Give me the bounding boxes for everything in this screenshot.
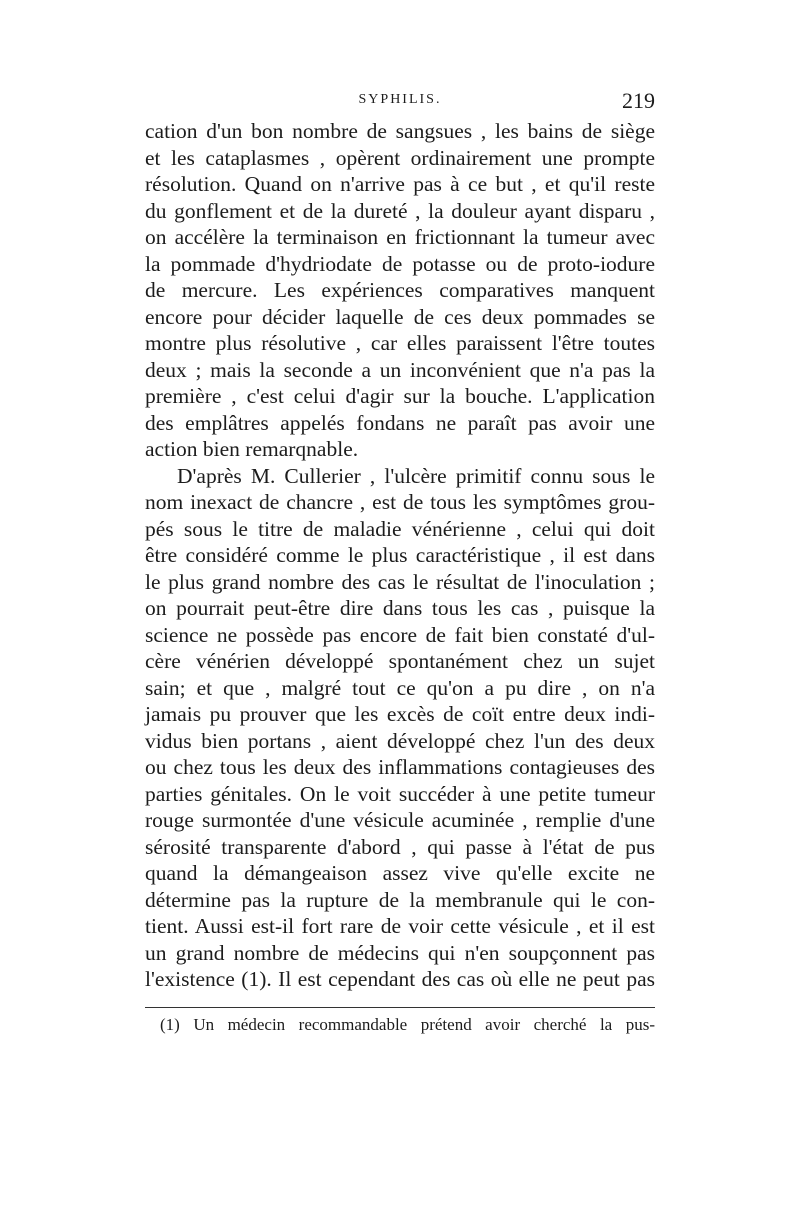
text-line: du gonflement et de la dureté , la douleur ayant disparu , <box>145 198 655 223</box>
text-line: jamais pu prouver que les excès de coït entre deux indi- <box>145 702 655 726</box>
text-line: cation d'un bon nombre de sangsues , les bains de siège <box>145 119 655 143</box>
text-line: le plus grand nombre des cas le résultat de l'inoculation ; <box>145 569 655 594</box>
text-line: tient. Aussi est-il fort rare de voir cette vésicule , et il est <box>145 914 655 938</box>
text-line: résolution. Quand on n'arrive pas à ce but , et qu'il reste <box>145 172 655 196</box>
body-text <box>145 118 655 993</box>
text-line: vidus bien portans , aient développé chez l'un des deux <box>145 728 655 753</box>
text-line: sain; et que , malgré tout ce qu'on a pu dire , on n'a <box>145 675 655 700</box>
footnote-divider <box>145 1007 655 1008</box>
paragraph-first-line: D'après M. Cullerier , l'ulcère primitif connu sous le <box>177 463 655 488</box>
text-line: quand la démangeaison assez vive qu'elle excite ne <box>145 861 655 885</box>
text-line: science ne possède pas encore de fait bien constaté d'ul- <box>145 622 655 647</box>
text-line: on pourrait peut-être dire dans tous les cas , puisque la <box>145 596 655 620</box>
running-title: SYPHILIS. <box>358 92 442 107</box>
text-line: des emplâtres appelés fondans ne paraît pas avoir une <box>145 410 655 435</box>
text-line: sérosité transparente d'abord , qui passe à l'état de pus <box>145 834 655 859</box>
text-line: première , c'est celui d'agir sur la bouche. L'application <box>145 384 655 408</box>
text-line: nom inexact de chancre , est de tous les symptômes grou- <box>145 490 655 514</box>
text-line: un grand nombre de médecins qui n'en soupçonnent pas <box>145 940 655 965</box>
text-line: de mercure. Les expériences comparatives manquent <box>145 278 655 302</box>
text-line: on accélère la terminaison en frictionnant la tumeur avec <box>145 225 655 249</box>
paragraph-last-line: action bien remarqnable. <box>145 437 359 461</box>
text-line: deux ; mais la seconde a un inconvénient que n'a pas la <box>145 357 655 382</box>
text-line: et les cataplasmes , opèrent ordinairement une prompte <box>145 145 655 170</box>
text-line: détermine pas la rupture de la membranule qui le con- <box>145 887 655 912</box>
text-line: encore pour décider laquelle de ces deux pommades se <box>145 304 655 329</box>
text-line: pés sous le titre de maladie vénérienne , celui qui doit <box>145 516 655 541</box>
text-line: l'existence (1). Il est cependant des cas où elle ne peut pas <box>145 967 655 991</box>
text-line: parties génitales. On le voit succéder à une petite tumeur <box>145 781 655 806</box>
page-number: 219 <box>622 88 655 113</box>
footnote: (1) Un médecin recommandable prétend avoir cherché la pus- <box>160 1015 655 1034</box>
text-line: cère vénérien développé spontanément chez un sujet <box>145 649 655 673</box>
text-line: ou chez tous les deux des inflammations contagieuses des <box>145 755 655 779</box>
text-line: montre plus résolutive , car elles paraissent l'être toutes <box>145 331 655 355</box>
text-line: la pommade d'hydriodate de potasse ou de proto-iodure <box>145 251 655 276</box>
text-line: être considéré comme le plus caractéristique , il est dans <box>145 543 655 567</box>
text-line: rouge surmontée d'une vésicule acuminée , remplie d'une <box>145 808 655 832</box>
